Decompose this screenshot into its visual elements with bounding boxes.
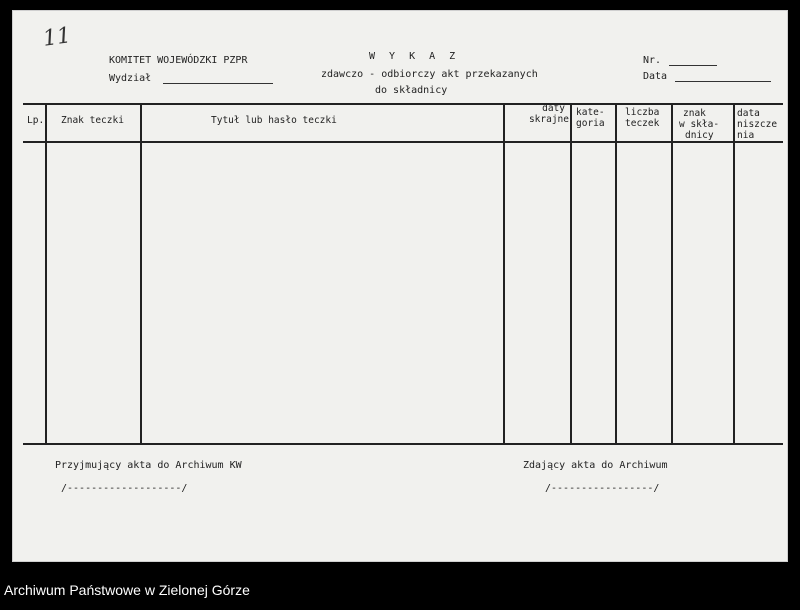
column-header-daty-skrajne: [507, 103, 569, 125]
number-label: Nr.: [643, 55, 662, 66]
table-header-bottom-border: [23, 141, 783, 143]
column-header-line: nia: [737, 130, 755, 141]
column-header-line: daty: [542, 103, 565, 114]
document-subtitle-line1: zdawczo - odbiorczy akt przekazanych: [321, 69, 538, 80]
organization-name: KOMITET WOJEWÓDZKI PZPR: [109, 55, 248, 66]
column-header-line: niszcze: [737, 119, 778, 130]
column-header-znak-teczki: Znak teczki: [61, 115, 124, 126]
column-header-line: goria: [576, 118, 605, 129]
receiver-signature-label: Przyjmujący akta do Archiwum KW: [55, 460, 242, 471]
column-header-liczba-teczek: [625, 107, 659, 129]
department-label: Wydział: [109, 73, 152, 84]
column-divider: [733, 104, 735, 443]
document-page: [12, 10, 788, 562]
handwritten-page-number: 11: [41, 23, 73, 52]
department-field-line: [163, 83, 273, 84]
column-divider: [615, 104, 617, 443]
receiver-signature-line: /-------------------/: [61, 483, 188, 494]
column-header-znak-skladnicy: [679, 108, 719, 141]
column-header-line: w skła-: [679, 119, 720, 130]
column-divider: [503, 104, 505, 443]
column-header-line: data: [737, 108, 760, 119]
column-header-line: liczba: [625, 107, 660, 118]
archive-caption: Archiwum Państwowe w Zielonej Górze: [4, 582, 250, 598]
column-divider: [570, 104, 572, 443]
column-header-tytul: Tytuł lub hasło teczki: [211, 115, 337, 126]
column-header-line: dnicy: [685, 130, 714, 141]
document-subtitle-line2: do składnicy: [375, 85, 448, 96]
column-divider: [140, 104, 142, 443]
column-header-kategoria: [576, 107, 605, 129]
column-divider: [45, 104, 47, 443]
submitter-signature-line: /-----------------/: [545, 483, 660, 494]
column-header-line: skrajne: [528, 114, 569, 125]
column-divider: [671, 104, 673, 443]
number-field-line: [669, 65, 717, 66]
table-top-border: [23, 103, 783, 105]
column-header-data-zniszczenia: [737, 108, 777, 141]
table-bottom-border: [23, 443, 783, 445]
column-header-line: znak: [683, 108, 706, 119]
document-title: W Y K A Z: [369, 51, 460, 62]
column-header-lp: Lp.: [27, 115, 45, 126]
date-label: Data: [643, 71, 668, 82]
column-header-line: teczek: [625, 118, 660, 129]
column-header-line: kate-: [576, 107, 605, 118]
date-field-line: [675, 81, 771, 82]
submitter-signature-label: Zdający akta do Archiwum: [523, 460, 668, 471]
